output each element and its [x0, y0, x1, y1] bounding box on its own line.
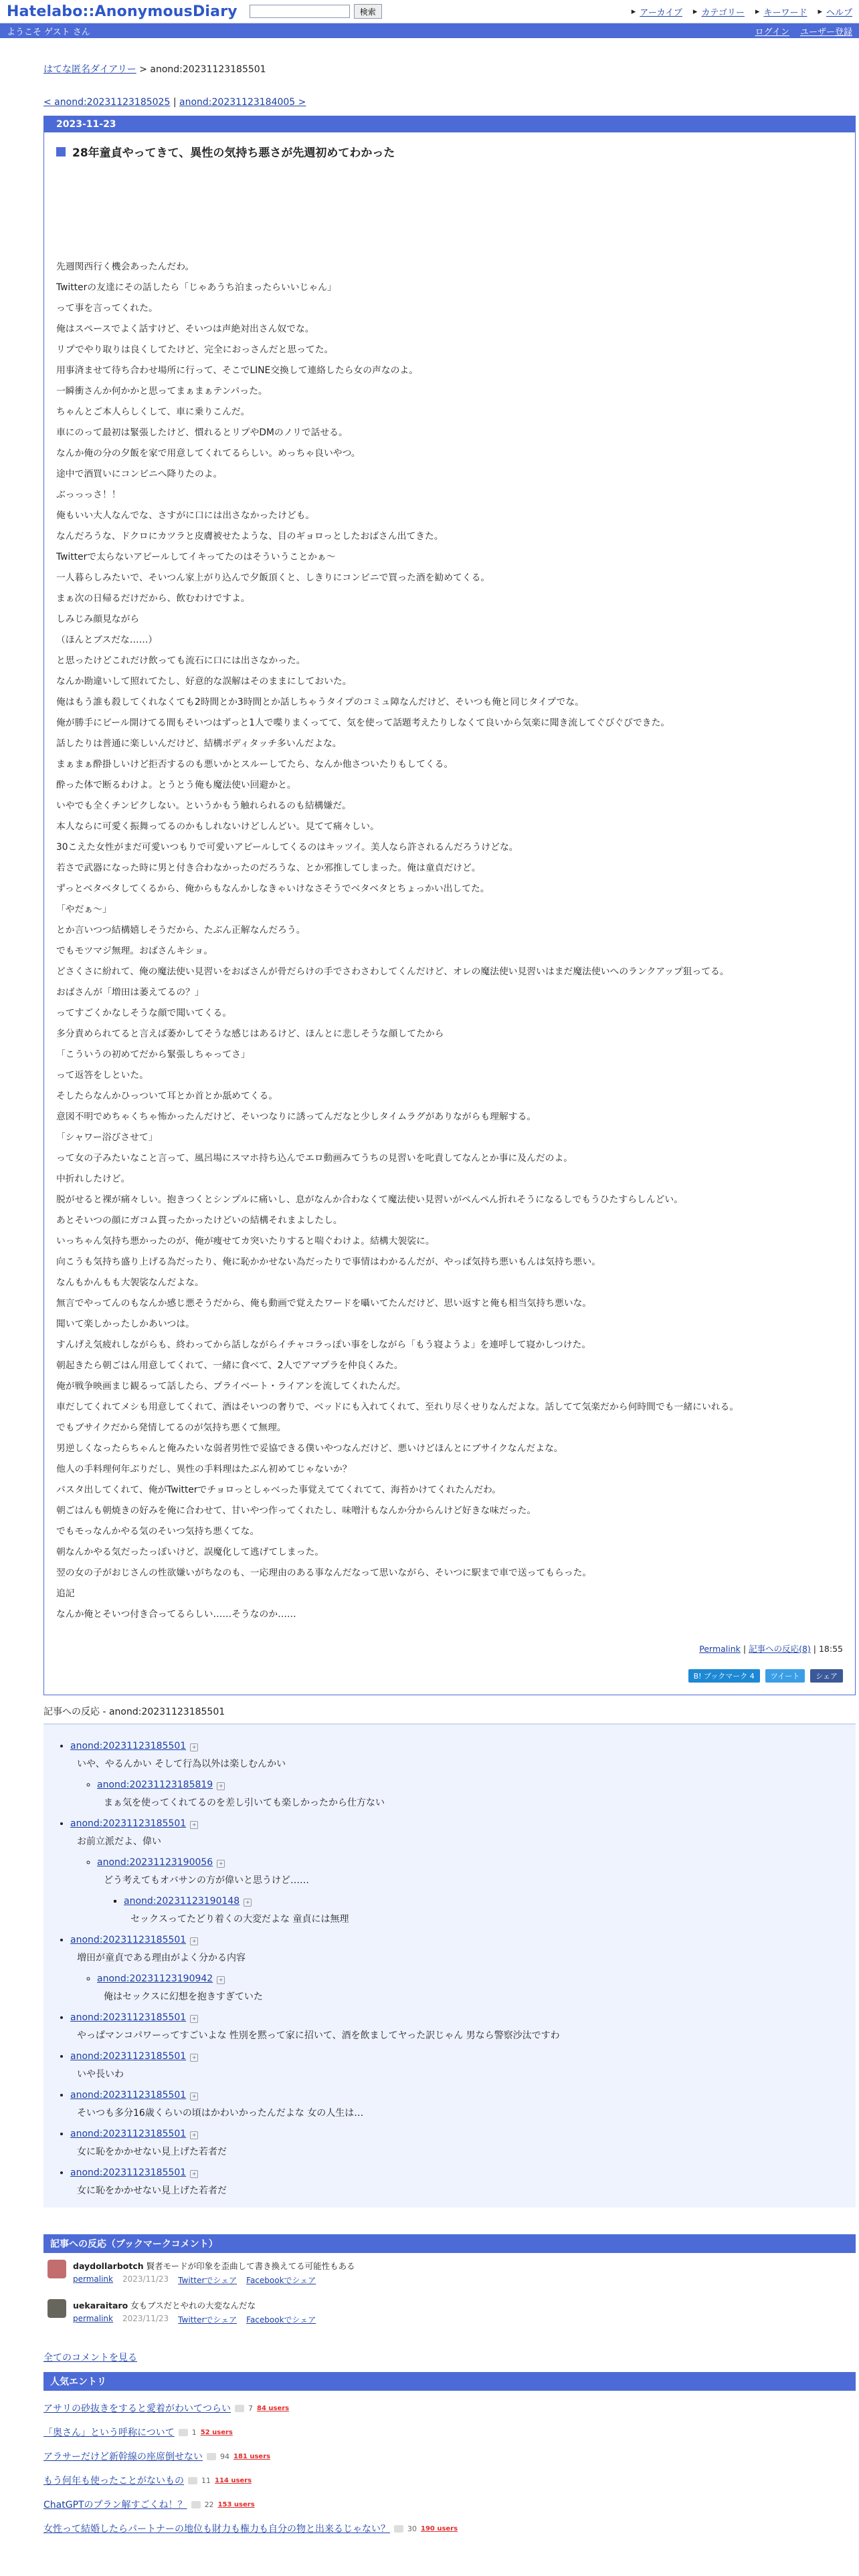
users-badge[interactable]: 114 users [215, 2476, 252, 2484]
all-comments-link-wrap [43, 2351, 856, 2364]
reply-text: いや、やるんかい そして行為以外は楽しむんかい [77, 1759, 286, 1769]
reply-text: セックスってたどり着くの大変だよな 童貞には無理 [130, 1914, 349, 1925]
entry-paragraph: そしたらなんかひっついて耳とか首とか舐めてくる。 [56, 1091, 278, 1101]
bookmark-count-icon [394, 2525, 403, 2533]
entry-paragraph: なんもかんもも大袈裟なんだよな。 [56, 1277, 204, 1288]
popular-entry-link[interactable]: 女性って結婚したらパートナーの地位も財力も権力も自分の物と出来るじゃない？ [43, 2524, 390, 2535]
popular-entry-link[interactable]: アラサーだけど新幹線の座席倒せない [43, 2452, 203, 2462]
popular-entry-link[interactable]: 「奥さん」という呼称について [43, 2428, 175, 2438]
entry-paragraph: ぶっっっさ！！ [56, 490, 121, 500]
bookmark-comment [43, 2253, 856, 2292]
reply-id-link[interactable]: anond:20231123185501 [70, 2090, 187, 2101]
entry-paragraph: 話したりは普通に楽しいんだけど、結構ボディタッチ多いんだよな。 [56, 738, 342, 749]
entry-paragraph: 俺はもう誰も殺してくれなくても2時間とか3時間とか話しちゃうタイプのコミュ障なんだけど、そいつも俺と同じタイプでな。 [56, 697, 584, 708]
entry-paragraph: 一瞬衝さんか何かかと思ってまぁまぁテンパった。 [56, 386, 268, 397]
reply-sublist [70, 1780, 856, 1810]
reply-item [70, 1818, 856, 1927]
reply-toggle-icon[interactable]: + [190, 2054, 198, 2062]
reply-item [70, 2129, 856, 2159]
hatena-bookmark-button[interactable]: B! ブックマーク 4 [688, 1669, 760, 1683]
entry-paragraph: でもモツマジ無理。おばさんキショ。 [56, 946, 213, 956]
bookmark-count-icon [191, 2501, 201, 2508]
entry-paragraph: すんげえ気疲れしながらも、終わってから話しながらイチャコラっぽい事をしながら「もう寝ようよ」を連呼して寝かしつけた。 [56, 1339, 591, 1350]
reply-id-link[interactable]: anond:20231123185819 [97, 1780, 213, 1790]
entry-paragraph: でもモっなんかやる気のそいつ気持ち悪くてな。 [56, 1526, 260, 1537]
entry-paragraph: 「シャワー浴びさせて」 [56, 1132, 158, 1143]
breadcrumb-home[interactable]: はてな匿名ダイアリー [43, 64, 136, 75]
entry-paragraph: 途中で酒買いにコンビニへ降りたのよ。 [56, 469, 223, 479]
bookmark-meta [73, 2274, 355, 2286]
reply-id-link[interactable]: anond:20231123185501 [70, 1741, 187, 1751]
users-badge[interactable]: 84 users [257, 2404, 290, 2412]
comment-count: 94 [220, 2452, 229, 2461]
popular-item [43, 2450, 856, 2463]
link-keyword[interactable]: キーワード [763, 7, 807, 18]
comment-count: 11 [201, 2476, 211, 2485]
popular-item [43, 2474, 856, 2487]
reply-text: やっぱマンコパワーってすごいよな 性別を黙って家に招いて、酒を飲ましてヤった訳じゃん 男なら警察沙汰ですわ [77, 2030, 560, 2041]
entry-paragraph: 中折れしたけど。 [56, 1174, 130, 1184]
reply-toggle-icon[interactable]: + [190, 2170, 198, 2178]
entry-paragraph: 男逆しくなったらちゃんと俺みたいな弱者男性で妥協できる僕いやつなんだけど、悪いけどほんとにブサイクなんだよな。 [56, 1443, 563, 1454]
bookmark-count-icon [179, 2429, 188, 2436]
entry-paragraph: なんか俺とそいつ付き合ってるらしい……そうなのか…… [56, 1609, 296, 1620]
entry-paragraph: まぁ次の日帰るだけだから、飲むわけですよ。 [56, 593, 250, 604]
entry-paragraph: 車にのって最初は緊張したけど、慣れるとリプやDMのノリで話せる。 [56, 427, 348, 438]
entry-paragraph: 酔った体で断るわけよ。とうとう俺も魔法使い回避かと。 [56, 780, 296, 790]
entry-paragraph: パスタ出してくれて、俺がTwitterでチョロっとしゃべった事覚えててくれてて、海苔かけてくれたんだわ。 [56, 1485, 502, 1495]
bookmark-line [73, 2299, 316, 2311]
reply-id-link[interactable]: anond:20231123185501 [70, 2012, 187, 2023]
reply-item [97, 1857, 856, 1927]
entry-paragraph: いやでも全くチンピクしない。というかもう触れられるのも結構嫌だ。 [56, 800, 351, 811]
entry-paragraph: しみじみ顔見ながら [56, 614, 140, 625]
entry-paragraph: 無言でやってんのもなんか感じ悪そうだから、俺も動画で覚えたワードを囁いてたんだけど、思い返すと俺も相当気持ち悪いな。 [56, 1298, 592, 1309]
reply-sublist [70, 1973, 856, 2004]
top-bar [0, 0, 859, 23]
bookmark-permalink[interactable]: permalink [73, 2314, 113, 2323]
entry-paragraph: 「こういうの初めてだから緊張しちゃってさ」 [56, 1049, 250, 1060]
all-comments-link[interactable]: 全てのコメントを見る [43, 2353, 137, 2363]
bookmark-count-icon [188, 2477, 197, 2484]
popular-item [43, 2401, 856, 2415]
entry-paragraph: ずっとベタベタしてくるから、俺からもなんかしなきゃいけなさそうでベタベタとちょっかい出してた。 [56, 883, 490, 894]
entry-paragraph: 俺が戦争映画まじ観るって話したら、プライベート・ライアンを流してくれたんだ。 [56, 1381, 406, 1392]
entry-paragraph: って事を言ってくれた。 [56, 303, 158, 314]
reply-text: いや長いわ [77, 2069, 124, 2080]
reply-item [70, 2167, 856, 2198]
entry-date: 2023-11-23 [44, 116, 855, 132]
reply-text: どう考えてもオバサンの方が偉いと思うけど…… [104, 1875, 310, 1886]
comment-count: 7 [248, 2403, 253, 2413]
comment-count: 30 [407, 2524, 417, 2533]
bookmark-content [73, 2260, 355, 2286]
login-link[interactable]: ログイン [755, 27, 789, 37]
entry-paragraph: 「やだぁ〜」 [56, 904, 112, 915]
breadcrumb: はてな匿名ダイアリー > anond:20231123185501 [43, 64, 266, 75]
popular-entry-link[interactable]: もう何年も使ったことがないもの [43, 2476, 184, 2486]
reply-id-link[interactable]: anond:20231123185501 [70, 1818, 187, 1829]
arrow-icon: ▸ [818, 6, 822, 17]
entry-paragraph: 意図不明でめちゃくちゃ怖かったんだけど、そいつなりに誘ってんだなと少しタイムラグがありながらも理解する。 [56, 1111, 537, 1122]
bookmark-line [73, 2260, 355, 2272]
entry-paragraph: 追記 [56, 1588, 75, 1599]
entry-paragraph: どさくさに紛れて、俺の魔法使い見習いをおばさんが骨だらけの手でさわさわしてくんだけど、オレの魔法使い見習いはまだ魔法使いへのランクアップ狙ってる。 [56, 966, 729, 977]
popular-entry-link[interactable]: アサリの砂抜きをすると愛着がわいてつらい [43, 2403, 231, 2414]
prev-entry-link[interactable]: < anond:20231123185025 [43, 97, 171, 108]
bookmark-date: 2023/11/23 [122, 2274, 169, 2284]
entry-paragraph: 一人暮らしみたいで、そいつん家上がり込んで夕飯頂くと、しきりにコンビニで買った酒を勧めてくる。 [56, 572, 490, 583]
entry-paragraph: まぁまぁ酔掛しいけど拒否するのも悪いかとスルーしてたら、なんか他さついたりもしてくる。 [56, 759, 454, 770]
entry-paragraph: （ほんとブスだな……） [56, 635, 158, 645]
popular-item [43, 2498, 856, 2511]
entry-paragraph: 翌の女の子がおじさんの性欲嫌いがちなのも、一応理由のある事なんだなって思いながら、そいつに駅まで車で送ってもらった。 [56, 1568, 592, 1578]
entry-paragraph: 30こえた女性がまだ可愛いつもりで可愛いアピールしてくるのはキッツイ。美人なら許されるんだろうけどな。 [56, 842, 518, 853]
bookmark-facebook-share[interactable]: Facebookでシェア [246, 2276, 316, 2285]
entry-paragraph: って返答をしといた。 [56, 1070, 149, 1081]
reply-toggle-icon[interactable]: + [190, 1821, 198, 1829]
reply-item [97, 1780, 856, 1810]
reply-item [70, 2051, 856, 2082]
site-logo[interactable]: Hatelabo::AnonymousDiary [7, 3, 237, 20]
main [43, 62, 856, 2535]
reply-item [70, 1741, 856, 1810]
reply-id-link[interactable]: anond:20231123190942 [97, 1973, 213, 1984]
entry-paragraph: 車だしてくれてメシも用意してくれて、酒はそいつの奢りで、ベッドにも入れてくれて、至れり尽くせりなんだよな。話してて気楽だから何時間でも一緒にいれる。 [56, 1402, 739, 1412]
replies-tree [43, 1723, 856, 2208]
arrow-icon: ▸ [755, 6, 760, 17]
search-button[interactable]: 検索 [354, 4, 382, 19]
reply-toggle-icon[interactable]: + [190, 1937, 198, 1945]
reply-id-link[interactable]: anond:20231123190056 [97, 1857, 213, 1868]
entry-paragraph: なんか俺の分の夕飯を家で用意してくれてるらしい。めっちゃ良いやつ。 [56, 448, 361, 459]
reply-text: 女に恥をかかせない見上げた若者だ [77, 2185, 227, 2196]
entry-paragraph: と思ったけどこれだけ飲っても流石に口には出さなかった。 [56, 655, 306, 666]
entry-title: 28年童貞やってきて、異性の気持ち悪さが先週初めてわかった [56, 143, 843, 160]
title-square-icon [56, 147, 66, 156]
entry-paragraph: 用事済ませて待ち合わせ場所に行って、そこでLINE交換して連絡したら女の声なのよ。 [56, 365, 418, 376]
popular-entries-title: 人気エントリ [43, 2372, 856, 2391]
search-form [250, 4, 382, 19]
entry-footer: Permalink | 記事への反応(8) | 18:55 [699, 1644, 843, 1654]
comment-count: 1 [191, 2428, 197, 2437]
reply-toggle-icon[interactable]: + [190, 2131, 198, 2139]
entry-paragraph: なんだろうな、ドクロにカツラと皮膚被せたような、目のギョロっとしたおばさん出てきた。 [56, 531, 444, 542]
bookmark-count-icon [207, 2453, 216, 2460]
search-input[interactable] [250, 5, 350, 18]
users-badge[interactable]: 153 users [217, 2500, 255, 2508]
entry-paragraph: 多分責められてると言えば萎かしてそうな感じはあるけど、ほんとに悲しそうな顔してたから [56, 1029, 444, 1039]
next-entry-link[interactable]: anond:20231123184005 > [179, 97, 306, 108]
popular-item [43, 2426, 856, 2439]
popular-item [43, 2522, 856, 2535]
reply-list [43, 1741, 856, 2198]
bookmark-comments-title: 記事への反応（ブックマークコメント） [43, 2234, 856, 2253]
comment-count: 22 [204, 2500, 214, 2509]
arrow-icon: ▸ [631, 6, 636, 17]
entry-paragraph: 朝起きたら朝ごはん用意してくれて、一緒に食べて、2人でアマプラを仲良くみた。 [56, 1360, 403, 1371]
users-badge[interactable]: 190 users [421, 2525, 458, 2533]
entry-paragraph: 本人ならに可愛く振舞ってるのかもしれないけどしんどい。見てて痛々しい。 [56, 821, 379, 832]
users-badge[interactable]: 181 users [233, 2452, 271, 2460]
prev-next-nav: < anond:20231123185025 | anond:20231123184005 > [43, 97, 306, 108]
bookmark-list [43, 2253, 856, 2332]
reply-toggle-icon[interactable]: + [244, 1899, 252, 1907]
popular-list [43, 2401, 856, 2535]
avatar[interactable] [47, 2260, 66, 2278]
reply-sublist [70, 1857, 856, 1927]
entry-paragraph: ってすごくかなしそうな顔で聞いてくる。 [56, 1008, 232, 1018]
reply-sublist [43, 1741, 856, 2198]
entry-paragraph: リプでやり取りは良くしてたけど、完全におっさんだと思ってた。 [56, 344, 334, 355]
user-bar [0, 23, 859, 38]
reply-toggle-icon[interactable]: + [217, 1860, 225, 1868]
bookmark-comment [43, 2292, 856, 2332]
reply-text: 俺はセックスに幻想を抱きすぎていた [104, 1992, 263, 2002]
entry-paragraph: いっちゃん気持ち悪かったのが、俺が痩せてカ突いたりすると喘ぐわけよ。結構大袈裟に。 [56, 1236, 435, 1247]
reply-toggle-icon[interactable]: + [190, 2092, 198, 2101]
entry-body [56, 257, 843, 1625]
entry-paragraph: 俺もいい大人なんでな、さすがに口には出さなかったけども。 [56, 510, 315, 521]
entry-paragraph: Twitterで太らないアピールしてイキってたのはそういうことかぁ〜 [56, 552, 336, 562]
bookmark-text: 女もブスだとやれの大変なんだな [130, 2300, 256, 2311]
reply-toggle-icon[interactable]: + [190, 2015, 198, 2023]
bookmark-user[interactable]: uekaraitaro [73, 2300, 128, 2311]
entry-paragraph: 聞いて楽しかったしかあいつは。 [56, 1319, 195, 1329]
entry-paragraph: って女の子みたいなこと言って、風呂場にスマホ持ち込んでエロ動画みてうちの見習いを叱責してなんとか事に及んだのよ。 [56, 1153, 573, 1164]
bookmark-count-icon [235, 2405, 244, 2412]
bookmark-content [73, 2299, 316, 2325]
reply-item [70, 2090, 856, 2121]
reply-item [124, 1896, 856, 1927]
bookmark-date: 2023/11/23 [122, 2314, 169, 2323]
entry-paragraph: 俺はスペースでよく話すけど、そいつは声絶対出さん奴でな。 [56, 324, 314, 334]
entry-paragraph: あとそいつの顔にガコム貫ったかったけどいの結構それまよしたし。 [56, 1215, 343, 1226]
popular-entry-link[interactable]: ChatGPTのプラン解すごくね！？ [43, 2500, 187, 2510]
reply-sublist [97, 1896, 856, 1927]
reply-item [70, 2012, 856, 2043]
entry-paragraph: 他人の手料理何年ぶりだし、異性の手料理はたぶん初めてじゃないか？ [56, 1464, 352, 1475]
entry-paragraph: 若さで武器になった時に男と付き合わなかったのだろうな、とか邪推してしまった。俺は童貞だけど。 [56, 863, 481, 873]
link-archive[interactable]: アーカイブ [640, 7, 682, 18]
reply-id-link[interactable]: anond:20231123185501 [70, 2167, 187, 2178]
entry-paragraph: でもブサイクだから発情してるのが気持ち悪くて無理。 [56, 1422, 286, 1433]
bookmark-facebook-share[interactable]: Facebookでシェア [246, 2315, 316, 2325]
entry [44, 132, 855, 1695]
bookmark-user[interactable]: daydollarbotch [73, 2261, 144, 2271]
entry-paragraph: 朝ごはんも朝焼きの好みを俺に合わせて、甘いやつ作ってくれたし、味噌汁もなんか分からんけど好きな味だった。 [56, 1505, 537, 1516]
reply-item [70, 1935, 856, 2004]
diary-day [43, 116, 856, 1695]
reply-id-link[interactable]: anond:20231123190148 [124, 1896, 240, 1907]
reply-text: お前立派だよ、偉い [77, 1836, 161, 1847]
reply-toggle-icon[interactable]: + [217, 1782, 225, 1790]
bookmark-permalink[interactable]: permalink [73, 2274, 113, 2284]
avatar[interactable] [47, 2299, 66, 2318]
entry-time: 18:55 [818, 1644, 843, 1654]
entry-paragraph: 脱がせると裸が痛々しい。抱きつくとシンプルに痛いし、息がなんか合わなくて魔法使い見習いがぺんぺん折れそうになるしでもうひたすらしんどい。 [56, 1194, 684, 1205]
reply-text: まぁ気を使ってくれてるのを差し引いても楽しかったから仕方ない [104, 1798, 385, 1808]
bookmark-text: 賢者モードが印象を歪曲して書き換えてる可能性もある [146, 2261, 355, 2271]
users-badge[interactable]: 52 users [200, 2428, 233, 2436]
reply-toggle-icon[interactable]: + [190, 1743, 198, 1751]
breadcrumb-current: anond:20231123185501 [150, 64, 266, 75]
entry-paragraph: 俺が勝手にビール開けてる間もそいつはずっと1人で喋りまくってて、気を使って話題考えたりしなくて良いから気楽に聞き流してぐびぐびできた。 [56, 718, 670, 728]
reply-id-link[interactable]: anond:20231123185501 [70, 2129, 187, 2139]
reply-text: 増田が童貞である理由がよく分かる内容 [77, 1953, 246, 1963]
entry-paragraph: おばさんが「増田は萎えてるの？」 [56, 987, 204, 998]
link-help[interactable]: ヘルプ [826, 7, 852, 18]
welcome-text: ようこそ ゲスト さん [7, 27, 90, 37]
reply-toggle-icon[interactable]: + [217, 1976, 225, 1984]
facebook-share-button[interactable]: シェア [810, 1669, 843, 1683]
reply-id-link[interactable]: anond:20231123185501 [70, 1935, 187, 1945]
reply-id-link[interactable]: anond:20231123185501 [70, 2051, 187, 2062]
entry-paragraph: 先週関西行く機会あったんだわ。 [56, 261, 195, 272]
entry-paragraph: 向こうも気持ち盛り上げる為だったり、俺に恥かかせない為だったりで事情はわかるんだが、やっぱ気持ち悪いもんは気持ち悪い。 [56, 1257, 601, 1267]
register-link[interactable]: ユーザー登録 [799, 27, 852, 37]
arrow-icon: ▸ [692, 6, 698, 17]
replies-title: 記事への反応 - anond:20231123185501 [43, 1707, 225, 1717]
entry-paragraph: Twitterの友達にその話したら「じゃあうち泊まったらいいじゃん」 [56, 282, 337, 293]
share-buttons [56, 1669, 843, 1683]
reply-text: そいつも多分16歳くらいの頃はかわいかったんだよな 女の人生は… [77, 2108, 364, 2119]
link-category[interactable]: カテゴリー [701, 7, 745, 18]
reply-item [97, 1973, 856, 2004]
twitter-share-button[interactable]: ツイート [765, 1669, 805, 1683]
entry-paragraph: ちゃんとご本人らしくして、車に乗りこんだ。 [56, 407, 250, 417]
bookmark-twitter-share[interactable]: Twitterでシェア [178, 2315, 237, 2325]
permalink[interactable]: Permalink [699, 1644, 741, 1654]
bookmark-twitter-share[interactable]: Twitterでシェア [178, 2276, 237, 2285]
bookmark-meta [73, 2314, 316, 2325]
header-links [632, 5, 852, 18]
entry-paragraph: 朝なんかやる気だったっぽいけど、誤魔化して逃げてしまった。 [56, 1547, 324, 1558]
reply-link[interactable]: 記事への反応(8) [749, 1644, 811, 1654]
entry-paragraph: とか言いつつ結構嬉しそうだから、たぶん正解なんだろう。 [56, 925, 306, 936]
reply-text: 女に恥をかかせない見上げた若者だ [77, 2147, 227, 2157]
entry-paragraph: なんか勘違いして照れてたし、好意的な誤解はそのままにしておいた。 [56, 676, 352, 687]
